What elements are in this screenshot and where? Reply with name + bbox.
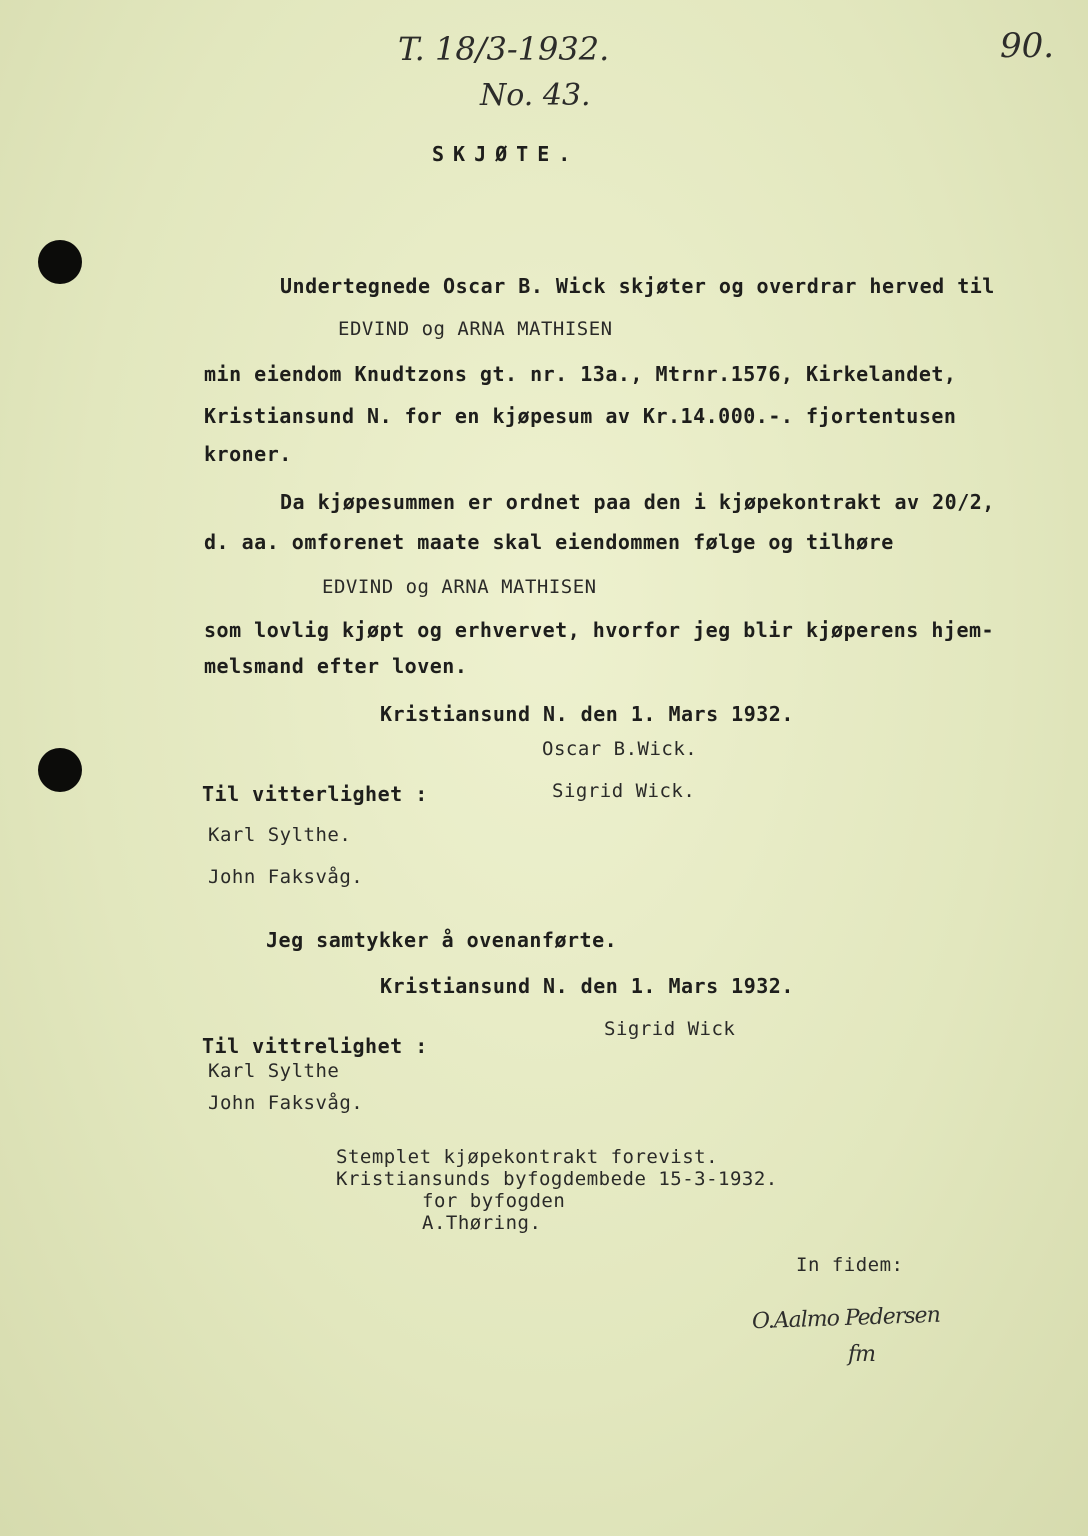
text-line: for byfogden (422, 1190, 566, 1212)
text-line: Til vittrelighet : (202, 1034, 428, 1058)
text-line: EDVIND og ARNA MATHISEN (338, 318, 613, 340)
text-line: Jeg samtykker å ovenanførte. (266, 928, 618, 952)
text-line: Karl Sylthe. (208, 824, 352, 846)
text-line: Sigrid Wick. (552, 780, 696, 802)
text-line: Da kjøpesummen er ordnet paa den i kjøpekontrakt av 20/2, (280, 490, 995, 514)
text-line: melsmand efter loven. (204, 654, 468, 678)
text-line: Kristiansunds byfogdembede 15-3-1932. (336, 1168, 778, 1190)
text-line: Karl Sylthe (208, 1060, 340, 1082)
text-line: kroner. (204, 442, 292, 466)
handwritten-date: T. 18/3-1932. (398, 30, 610, 68)
text-line: EDVIND og ARNA MATHISEN (322, 576, 597, 598)
text-line: Kristiansund N. for en kjøpesum av Kr.14.000.-. fjortentusen (204, 404, 957, 428)
text-line: John Faksvåg. (208, 866, 364, 888)
document-title: SKJØTE. (432, 142, 580, 166)
text-line: Kristiansund N. den 1. Mars 1932. (380, 974, 794, 998)
handwritten-signature: O.Aalmo Pedersen (751, 1302, 941, 1335)
handwritten-doc-number: No. 43. (480, 78, 591, 113)
text-line: d. aa. omforenet maate skal eiendommen følge og tilhøre (204, 530, 894, 554)
text-line: Sigrid Wick (604, 1018, 736, 1040)
text-line: In fidem: (796, 1254, 904, 1276)
text-line: Kristiansund N. den 1. Mars 1932. (380, 702, 794, 726)
text-line: min eiendom Knudtzons gt. nr. 13a., Mtrnr.1576, Kirkelandet, (204, 362, 957, 386)
punch-hole-top (38, 240, 82, 284)
handwritten-page-number: 90. (1000, 26, 1055, 66)
text-line: A.Thøring. (422, 1212, 542, 1234)
handwritten-signature-suffix: fm (848, 1342, 876, 1367)
punch-hole-bottom (38, 748, 82, 792)
text-line: som lovlig kjøpt og erhvervet, hvorfor jeg blir kjøperens hjem- (204, 618, 995, 642)
text-line: Stemplet kjøpekontrakt forevist. (336, 1146, 719, 1168)
text-line: Til vitterlighet : (202, 782, 428, 806)
text-line: John Faksvåg. (208, 1092, 364, 1114)
text-line: Undertegnede Oscar B. Wick skjøter og overdrar herved til (280, 274, 995, 298)
text-line: Oscar B.Wick. (542, 738, 698, 760)
